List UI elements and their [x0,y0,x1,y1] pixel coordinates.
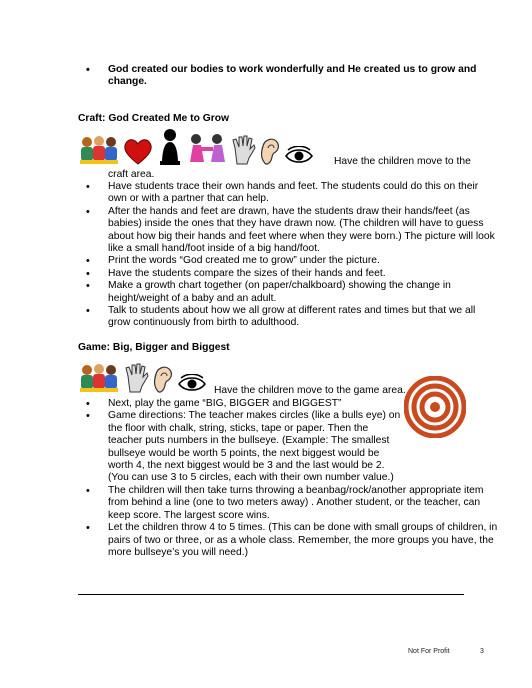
list-item: • Next, play the game “BIG, BIGGER and BIGGEST” [108,398,394,410]
eye-icon [177,374,207,394]
list-item: • Have the students compare the sizes of their hands and feet. [108,268,498,280]
list-item: • Let the children throw 4 to 5 times. (This can be done with small groups of children, in pairs of two or three, or as a whole class. Remember, the more groups you have, the more bullseye’s you will need.) [108,522,498,559]
praying-child-icon [156,128,184,166]
intro-bullet: • God created our bodies to work wonderfully and He created us to grow and change. [108,64,500,89]
hand-icon [123,362,149,394]
heart-icon [123,138,153,166]
list-item: • Have students trace their own hands and feet. The students could do this on their own or with a partner that can help. [108,181,498,206]
game-icon-row [78,358,207,394]
craft-move-text-2: craft area. [108,169,155,180]
craft-heading: Craft: God Created Me to Grow [78,113,230,124]
eye-icon [284,146,314,166]
intro-list [108,64,500,89]
game-heading: Game: Big, Bigger and Biggest [78,342,230,353]
list-item: • After the hands and feet are drawn, have the students draw their hands/feet (as babies) inside the ones that they have drawn now. (The children will have to guess about how big their hands and feet where when they were born.) The picture will look like a small hand/foot inside of a big hand/foot. [108,206,498,256]
craft-icon-row [78,126,314,166]
footer-text: Not For Profit [408,648,450,655]
ear-icon [259,136,281,166]
list-item: • The children will then take turns throwing a beanbag/rock/another appropriate item from behind a line (one to two meters away) . Another student, or the teacher, can keep score. The largest score wins. [108,485,498,522]
list-item: • Game directions: The teacher makes circles (like a bulls eye) on the floor with chalk, string, sticks, tape or paper. Then the teacher puts numbers in the bullseye. (Example: The smallest bullseye would be worth 5 points, the next biggest would be worth 4, the next biggest would be 3 and the last would be 2. (You can use 3 to 5 circles, each with their own number value.) [108,410,404,484]
ear-icon [152,364,174,394]
craft-move-text: Have the children move to the [334,156,471,167]
list-item: • Talk to students about how we all grow at different rates and times but that we all grow continuously from birth to adulthood. [108,305,498,330]
craft-list [108,181,498,330]
game-move-text: Have the children move to the game area. [214,385,406,396]
list-item: • Print the words “God created me to grow” under the picture. [108,255,498,267]
target-icon [404,376,466,442]
children-group-icon [78,134,120,166]
children-group-icon [78,362,120,394]
list-item: • Make a growth chart together (on paper/chalkboard) showing the change in height/weight of a baby and an adult. [108,280,498,305]
hand-icon [230,134,256,166]
two-children-icon [187,132,227,166]
page-number: 3 [480,648,484,655]
game-list [108,398,401,485]
game-list-continued [108,485,498,559]
footer-divider [78,594,464,595]
